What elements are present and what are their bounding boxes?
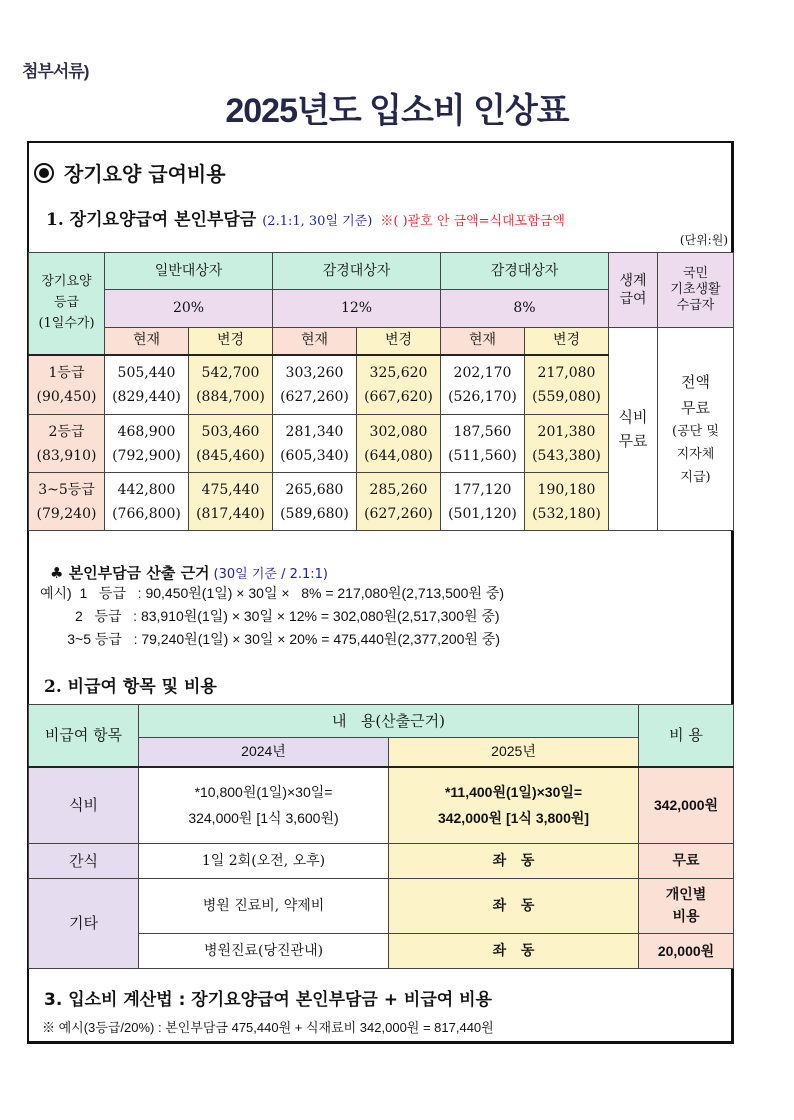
snack-2024: 1일 2회(오전, 오후) bbox=[139, 844, 389, 879]
snack-cost: 무료 bbox=[639, 844, 734, 879]
grade-header-line: 장기요양 bbox=[41, 274, 92, 290]
value: 285,260 bbox=[369, 481, 428, 498]
calc-basis-title: 본인부담금 산출 근거 bbox=[68, 564, 210, 582]
sub-changed: 변경 bbox=[189, 328, 273, 355]
radio-bullet-icon bbox=[34, 163, 54, 183]
meal-2025-line: *11,400원(1일)×30일= bbox=[444, 783, 583, 800]
item-other: 기타 bbox=[29, 879, 139, 969]
grade-header-line: 등급 bbox=[53, 294, 80, 310]
value-with-meal: (817,440) bbox=[196, 505, 265, 522]
calc-line: 3~5 등급 : 79,240원(1일) × 30일 × 20% = 475,440원(2,377,200원 중) bbox=[40, 631, 500, 647]
value: 442,800 bbox=[117, 481, 176, 498]
value-with-meal: (845,460) bbox=[196, 447, 265, 464]
group-reduced-12: 감경대상자 bbox=[273, 253, 441, 290]
value: 177,120 bbox=[453, 481, 512, 498]
value: 217,080 bbox=[537, 364, 596, 381]
group-reduced-8: 감경대상자 bbox=[441, 253, 609, 290]
value-cell bbox=[525, 355, 609, 415]
value-with-meal: (511,560) bbox=[448, 447, 517, 464]
value-cell bbox=[273, 415, 357, 473]
basic-value-line: 지자체 bbox=[676, 446, 715, 462]
col-content-header: 내 용(산출근거) bbox=[139, 705, 639, 738]
col-item-header: 비급여 항목 bbox=[29, 705, 139, 767]
calc-line: 2 등급 : 83,910원(1일) × 30일 × 12% = 302,080원(2,517,300원 중) bbox=[40, 608, 500, 624]
basic-header-line: 수급자 bbox=[676, 298, 715, 314]
value-cell bbox=[189, 473, 273, 531]
hospital-cost: 20,000원 bbox=[639, 934, 734, 969]
value-cell bbox=[105, 415, 189, 473]
value-cell bbox=[441, 415, 525, 473]
section1-title bbox=[46, 205, 565, 230]
sub-changed: 변경 bbox=[357, 328, 441, 355]
value-cell bbox=[105, 473, 189, 531]
grade-label: 2등급 bbox=[48, 423, 85, 440]
meal-2024-line: *10,800원(1일)×30일= bbox=[194, 783, 333, 800]
table-row-other-1 bbox=[29, 879, 734, 934]
value-with-meal: (884,700) bbox=[196, 388, 265, 405]
attachment-label: 첨부서류) bbox=[22, 62, 89, 81]
sub-current: 현재 bbox=[441, 328, 525, 355]
value-with-meal: (627,260) bbox=[364, 505, 433, 522]
livelihood-value-line: 무료 bbox=[618, 432, 648, 450]
grade-header-line: (1일수가) bbox=[38, 315, 95, 331]
daily-rate: (79,240) bbox=[36, 505, 97, 522]
value: 542,700 bbox=[201, 364, 260, 381]
section3-example: ※ 예시(3등급/20%) : 본인부담금 475,440원 + 식재료비 342,000원 = 817,440원 bbox=[42, 1020, 494, 1035]
value: 190,180 bbox=[537, 481, 596, 498]
section-heading-text: 장기요양 급여비용 bbox=[64, 162, 226, 186]
page-title: 2025년도 입소비 인상표 bbox=[225, 92, 569, 130]
value-cell bbox=[441, 355, 525, 415]
value: 265,680 bbox=[285, 481, 344, 498]
grade-header bbox=[29, 253, 105, 355]
other-cost-line: 개인별 bbox=[665, 886, 707, 903]
value-cell bbox=[273, 473, 357, 531]
value-with-meal: (627,260) bbox=[280, 388, 349, 405]
value-with-meal: (543,380) bbox=[532, 447, 601, 464]
value-cell bbox=[441, 473, 525, 531]
meal-cost: 342,000원 bbox=[639, 767, 734, 844]
hospital-2024: 병원진료(당진관내) bbox=[139, 934, 389, 969]
grade-cell bbox=[29, 355, 105, 415]
other-2025: 좌 동 bbox=[389, 879, 639, 934]
basic-value-line: 전액 bbox=[681, 372, 710, 391]
value: 303,260 bbox=[285, 364, 344, 381]
meal-2024-line: 324,000원 [1식 3,600원) bbox=[188, 810, 339, 827]
value: 187,560 bbox=[453, 423, 512, 440]
value-cell bbox=[357, 473, 441, 531]
basic-value-line: 지급) bbox=[680, 469, 711, 485]
basic-value-line: (공단 및 bbox=[672, 424, 719, 440]
basic-living-header bbox=[658, 253, 734, 328]
rate-20: 20% bbox=[105, 290, 273, 328]
value: 505,440 bbox=[117, 364, 176, 381]
value-with-meal: (526,170) bbox=[448, 388, 517, 405]
value: 201,380 bbox=[537, 423, 596, 440]
group-general: 일반대상자 bbox=[105, 253, 273, 290]
sub-changed: 변경 bbox=[525, 328, 609, 355]
value-cell bbox=[525, 473, 609, 531]
value: 503,460 bbox=[201, 423, 260, 440]
value: 281,340 bbox=[285, 423, 344, 440]
value-cell bbox=[189, 355, 273, 415]
livelihood-value bbox=[609, 328, 658, 531]
calc-basis-note: (30일 기준 / 2.1:1) bbox=[213, 567, 329, 582]
meal-2025-line: 342,000원 [1식 3,800원] bbox=[437, 810, 590, 827]
meal-2025 bbox=[389, 767, 639, 844]
value-cell bbox=[273, 355, 357, 415]
section3-title: 3. 입소비 계산법 : 장기요양급여 본인부담금 + 비급여 비용 bbox=[44, 990, 492, 1010]
value-with-meal: (766,800) bbox=[112, 505, 181, 522]
non-covered-table bbox=[28, 704, 734, 969]
daily-rate: (90,450) bbox=[36, 388, 97, 405]
calc-line: 예시) 1 등급 : 90,450원(1일) × 30일 × 8% = 217,080원(2,713,500원 중) bbox=[40, 585, 505, 601]
other-2024: 병원 진료비, 약제비 bbox=[139, 879, 389, 934]
value-cell bbox=[525, 415, 609, 473]
meal-2024 bbox=[139, 767, 389, 844]
value-with-meal: (605,340) bbox=[280, 447, 349, 464]
value-with-meal: (644,080) bbox=[364, 447, 433, 464]
value-with-meal: (589,680) bbox=[280, 505, 349, 522]
section2-title: 2. 비급여 항목 및 비용 bbox=[44, 677, 217, 697]
other-cost bbox=[639, 879, 734, 934]
item-snack: 간식 bbox=[29, 844, 139, 879]
unit-label: (단위:원) bbox=[679, 233, 728, 247]
sub-current: 현재 bbox=[105, 328, 189, 355]
section-heading bbox=[34, 158, 226, 187]
col-2025-header: 2025년 bbox=[389, 738, 639, 767]
grade-cell bbox=[29, 415, 105, 473]
col-cost-header: 비 용 bbox=[639, 705, 734, 767]
snack-2025: 좌 동 bbox=[389, 844, 639, 879]
daily-rate: (83,910) bbox=[36, 447, 97, 464]
basic-header-line: 기초생활 bbox=[670, 281, 721, 297]
value-with-meal: (532,180) bbox=[532, 505, 601, 522]
rate-12: 12% bbox=[273, 290, 441, 328]
value-cell bbox=[105, 355, 189, 415]
value: 475,440 bbox=[201, 481, 260, 498]
livelihood-header-line: 생계 bbox=[619, 272, 647, 289]
basis-note: (2.1:1, 30일 기준) bbox=[262, 214, 373, 229]
section1-title-text: 1. 장기요양급여 본인부담금 bbox=[46, 210, 257, 230]
value-cell bbox=[189, 415, 273, 473]
hospital-2025: 좌 동 bbox=[389, 934, 639, 969]
other-cost-line: 비용 bbox=[672, 909, 700, 925]
value-with-meal: (667,620) bbox=[364, 388, 433, 405]
paren-note: ※( )괄호 안 금액=식대포함금액 bbox=[380, 214, 565, 229]
value: 302,080 bbox=[369, 423, 428, 440]
value: 325,620 bbox=[369, 364, 428, 381]
grade-cell bbox=[29, 473, 105, 531]
livelihood-value-line: 식비 bbox=[618, 408, 648, 426]
rate-8: 8% bbox=[441, 290, 609, 328]
basic-living-value bbox=[658, 328, 734, 531]
value: 468,900 bbox=[117, 423, 176, 440]
value: 202,170 bbox=[453, 364, 512, 381]
grade-label: 3~5등급 bbox=[38, 481, 95, 498]
club-icon: ♣ bbox=[50, 564, 64, 582]
value-with-meal: (501,120) bbox=[448, 505, 517, 522]
col-2024-header: 2024년 bbox=[139, 738, 389, 767]
calc-basis-heading bbox=[50, 562, 328, 583]
grade-label: 1등급 bbox=[48, 364, 85, 381]
table-row-meal bbox=[29, 767, 734, 844]
item-meal: 식비 bbox=[29, 767, 139, 844]
copay-table bbox=[28, 252, 734, 531]
table-row-snack bbox=[29, 844, 734, 879]
basic-value-line: 무료 bbox=[681, 398, 710, 417]
basic-header-line: 국민 bbox=[682, 265, 709, 281]
sub-current: 현재 bbox=[273, 328, 357, 355]
value-cell bbox=[357, 415, 441, 473]
value-with-meal: (792,900) bbox=[112, 447, 181, 464]
value-cell bbox=[357, 355, 441, 415]
value-with-meal: (829,440) bbox=[112, 388, 181, 405]
value-with-meal: (559,080) bbox=[532, 388, 601, 405]
livelihood-header bbox=[609, 253, 658, 328]
livelihood-header-line: 급여 bbox=[619, 291, 647, 307]
